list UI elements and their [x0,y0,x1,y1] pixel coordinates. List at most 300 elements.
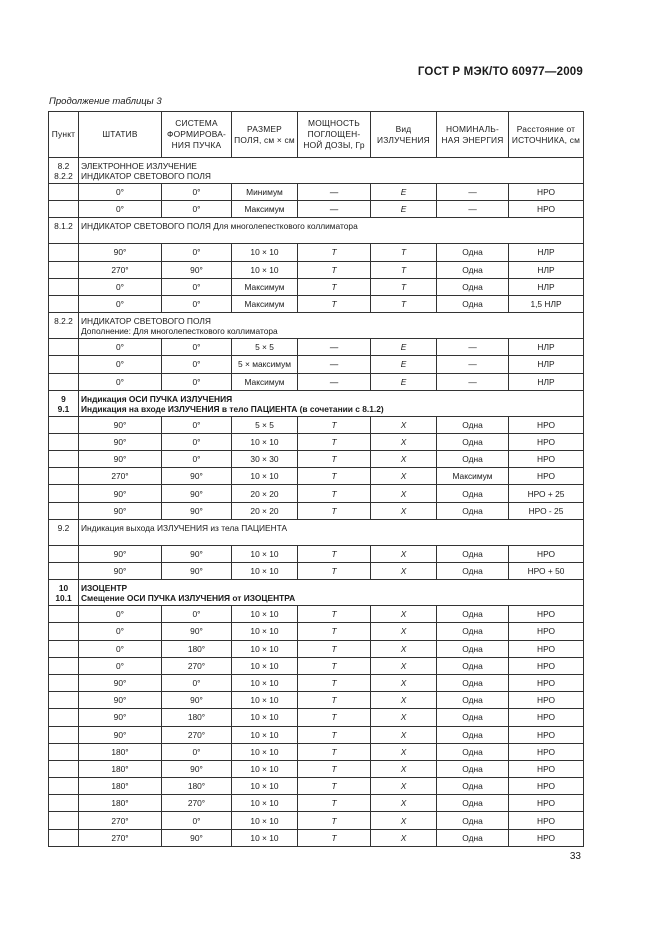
dose-rate-cell: T [298,451,371,468]
gantry-cell: 0° [79,640,162,657]
table-row [49,184,584,201]
dose-rate-cell: T [298,674,371,691]
field-size-cell: Максимум [232,373,298,390]
gantry-cell: 270° [79,468,162,485]
collimator-cell: 90° [162,692,232,709]
distance-cell: НРО [509,184,584,201]
section-title: Индикация выхода ИЗЛУЧЕНИЯ из тела ПАЦИЕНТА [79,519,584,545]
field-size-cell: 10 × 10 [232,563,298,580]
section-row [49,580,584,606]
dose-rate-cell: T [298,760,371,777]
radiation-type-cell: X [371,485,437,502]
item-cell [49,416,79,433]
section-number: 8.2 8.2.2 [49,158,79,184]
field-size-cell: 10 × 10 [232,606,298,623]
column-header: Вид ИЗЛУЧЕНИЯ [371,112,437,158]
table-row [49,433,584,450]
table-header-row [49,112,584,158]
collimator-cell: 90° [162,760,232,777]
dose-rate-cell: T [298,244,371,261]
distance-cell: НРО [509,743,584,760]
collimator-cell: 90° [162,563,232,580]
gantry-cell: 180° [79,795,162,812]
dose-rate-cell: — [298,373,371,390]
gantry-cell: 270° [79,261,162,278]
energy-cell: Одна [437,545,509,562]
table-row [49,416,584,433]
field-size-cell: 5 × 5 [232,416,298,433]
gantry-cell: 180° [79,778,162,795]
radiation-type-cell: X [371,640,437,657]
item-cell [49,468,79,485]
field-size-cell: 5 × максимум [232,356,298,373]
table-row [49,606,584,623]
gantry-cell: 0° [79,295,162,312]
collimator-cell: 0° [162,339,232,356]
gantry-cell: 90° [79,709,162,726]
radiation-type-cell: E [371,339,437,356]
item-cell [49,545,79,562]
energy-cell: — [437,356,509,373]
table-row [49,760,584,777]
item-cell [49,692,79,709]
dose-rate-cell: T [298,795,371,812]
radiation-type-cell: E [371,356,437,373]
item-cell [49,295,79,312]
table-row [49,812,584,829]
field-size-cell: 10 × 10 [232,692,298,709]
radiation-type-cell: X [371,692,437,709]
table-row [49,657,584,674]
item-cell [49,606,79,623]
dose-rate-cell: T [298,295,371,312]
distance-cell: НЛР [509,356,584,373]
energy-cell: Одна [437,640,509,657]
section-row [49,158,584,184]
column-header: НОМИНАЛЬ-НАЯ ЭНЕРГИЯ [437,112,509,158]
collimator-cell: 0° [162,244,232,261]
table-row [49,356,584,373]
radiation-type-cell: X [371,760,437,777]
radiation-type-cell: E [371,373,437,390]
collimator-cell: 0° [162,606,232,623]
dose-rate-cell: T [298,485,371,502]
dose-rate-cell: T [298,829,371,846]
table-row [49,709,584,726]
table-row [49,778,584,795]
radiation-type-cell: X [371,743,437,760]
collimator-cell: 0° [162,743,232,760]
gantry-cell: 270° [79,829,162,846]
field-size-cell: 20 × 20 [232,485,298,502]
collimator-cell: 90° [162,623,232,640]
item-cell [49,778,79,795]
item-cell [49,743,79,760]
distance-cell: НРО [509,657,584,674]
distance-cell: НЛР [509,339,584,356]
table-row [49,795,584,812]
table-row [49,674,584,691]
item-cell [49,261,79,278]
column-header: РАЗМЕР ПОЛЯ, см × см [232,112,298,158]
table-row [49,261,584,278]
energy-cell: Одна [437,244,509,261]
item-cell [49,339,79,356]
item-cell [49,812,79,829]
collimator-cell: 0° [162,674,232,691]
item-cell [49,433,79,450]
table-row [49,829,584,846]
distance-cell: НРО [509,812,584,829]
radiation-type-cell: X [371,451,437,468]
section-number: 8.2.2 [49,313,79,339]
dose-rate-cell: T [298,545,371,562]
dose-rate-cell: — [298,356,371,373]
dose-rate-cell: T [298,563,371,580]
item-cell [49,451,79,468]
column-header: Пункт [49,112,79,158]
table-row [49,485,584,502]
item-cell [49,244,79,261]
field-size-cell: 10 × 10 [232,709,298,726]
page-number: 33 [569,851,581,862]
gantry-cell: 90° [79,545,162,562]
field-size-cell: 10 × 10 [232,261,298,278]
collimator-cell: 90° [162,468,232,485]
gantry-cell: 0° [79,184,162,201]
data-table [48,111,584,847]
gantry-cell: 0° [79,339,162,356]
collimator-cell: 0° [162,278,232,295]
radiation-type-cell: T [371,295,437,312]
item-cell [49,829,79,846]
gantry-cell: 90° [79,692,162,709]
energy-cell: Одна [437,795,509,812]
collimator-cell: 270° [162,726,232,743]
collimator-cell: 0° [162,451,232,468]
radiation-type-cell: X [371,778,437,795]
item-cell [49,201,79,218]
collimator-cell: 90° [162,545,232,562]
radiation-type-cell: X [371,606,437,623]
item-cell [49,709,79,726]
distance-cell: НРО [509,201,584,218]
radiation-type-cell: X [371,433,437,450]
distance-cell: НРО [509,433,584,450]
document-code: ГОСТ Р МЭК/ТО 60977—2009 [417,66,583,78]
dose-rate-cell: T [298,433,371,450]
energy-cell: Одна [437,261,509,278]
gantry-cell: 0° [79,356,162,373]
collimator-cell: 90° [162,829,232,846]
dose-rate-cell: T [298,278,371,295]
distance-cell: НЛР [509,278,584,295]
collimator-cell: 90° [162,485,232,502]
collimator-cell: 0° [162,356,232,373]
section-row [49,390,584,416]
item-cell [49,657,79,674]
energy-cell: Одна [437,829,509,846]
radiation-type-cell: E [371,184,437,201]
collimator-cell: 180° [162,640,232,657]
field-size-cell: 30 × 30 [232,451,298,468]
radiation-type-cell: X [371,795,437,812]
dose-rate-cell: T [298,778,371,795]
section-title: ИНДИКАТОР СВЕТОВОГО ПОЛЯ Для многолепесткового коллиматора [79,218,584,244]
gantry-cell: 90° [79,244,162,261]
radiation-type-cell: X [371,468,437,485]
radiation-type-cell: X [371,812,437,829]
section-row [49,313,584,339]
gantry-cell: 0° [79,201,162,218]
field-size-cell: 10 × 10 [232,468,298,485]
distance-cell: НРО - 25 [509,502,584,519]
energy-cell: Одна [437,674,509,691]
collimator-cell: 270° [162,795,232,812]
field-size-cell: Минимум [232,184,298,201]
collimator-cell: 0° [162,416,232,433]
dose-rate-cell: T [298,743,371,760]
gantry-cell: 90° [79,726,162,743]
distance-cell: НРО [509,795,584,812]
energy-cell: Одна [437,416,509,433]
section-row [49,218,584,244]
collimator-cell: 180° [162,778,232,795]
dose-rate-cell: T [298,261,371,278]
distance-cell: НЛР [509,261,584,278]
gantry-cell: 270° [79,812,162,829]
field-size-cell: 5 × 5 [232,339,298,356]
field-size-cell: 10 × 10 [232,760,298,777]
column-header: Расстояние от ИСТОЧНИКА, см [509,112,584,158]
field-size-cell: Максимум [232,295,298,312]
table-row [49,743,584,760]
distance-cell: 1,5 НЛР [509,295,584,312]
distance-cell: НРО [509,829,584,846]
distance-cell: НРО [509,726,584,743]
field-size-cell: 10 × 10 [232,726,298,743]
field-size-cell: 10 × 10 [232,433,298,450]
energy-cell: Одна [437,433,509,450]
table-row [49,640,584,657]
collimator-cell: 0° [162,184,232,201]
dose-rate-cell: T [298,416,371,433]
field-size-cell: 10 × 10 [232,674,298,691]
radiation-type-cell: X [371,657,437,674]
table-row [49,339,584,356]
distance-cell: НРО [509,416,584,433]
item-cell [49,726,79,743]
energy-cell: — [437,184,509,201]
collimator-cell: 180° [162,709,232,726]
gantry-cell: 0° [79,278,162,295]
field-size-cell: 10 × 10 [232,623,298,640]
item-cell [49,485,79,502]
radiation-type-cell: X [371,623,437,640]
table-row [49,468,584,485]
dose-rate-cell: — [298,339,371,356]
table-row [49,451,584,468]
energy-cell: — [437,339,509,356]
collimator-cell: 0° [162,433,232,450]
dose-rate-cell: — [298,201,371,218]
energy-cell: Одна [437,657,509,674]
radiation-type-cell: E [371,201,437,218]
dose-rate-cell: T [298,623,371,640]
item-cell [49,623,79,640]
field-size-cell: 20 × 20 [232,502,298,519]
radiation-type-cell: X [371,416,437,433]
distance-cell: НРО [509,545,584,562]
table-row [49,545,584,562]
energy-cell: Одна [437,726,509,743]
field-size-cell: 10 × 10 [232,795,298,812]
gantry-cell: 90° [79,485,162,502]
gantry-cell: 90° [79,563,162,580]
energy-cell: Одна [437,295,509,312]
gantry-cell: 180° [79,760,162,777]
radiation-type-cell: X [371,502,437,519]
energy-cell: Одна [437,623,509,640]
item-cell [49,356,79,373]
energy-cell: Одна [437,485,509,502]
collimator-cell: 90° [162,502,232,519]
dose-rate-cell: T [298,640,371,657]
section-title: Индикация ОСИ ПУЧКА ИЗЛУЧЕНИЯ Индикация на входе ИЗЛУЧЕНИЯ в тело ПАЦИЕНТА (в сочетании с 8.1.2) [79,390,584,416]
column-header: СИСТЕМА ФОРМИРОВА-НИЯ ПУЧКА [162,112,232,158]
field-size-cell: 10 × 10 [232,812,298,829]
distance-cell: НЛР [509,244,584,261]
table-row [49,244,584,261]
dose-rate-cell: T [298,606,371,623]
column-header: ШТАТИВ [79,112,162,158]
collimator-cell: 90° [162,261,232,278]
gantry-cell: 0° [79,623,162,640]
section-row [49,519,584,545]
gantry-cell: 90° [79,416,162,433]
gantry-cell: 90° [79,433,162,450]
energy-cell: Одна [437,563,509,580]
dose-rate-cell: T [298,692,371,709]
gantry-cell: 90° [79,451,162,468]
radiation-type-cell: X [371,726,437,743]
section-number: 9 9.1 [49,390,79,416]
dose-rate-cell: T [298,502,371,519]
dose-rate-cell: — [298,184,371,201]
dose-rate-cell: T [298,726,371,743]
field-size-cell: Максимум [232,278,298,295]
field-size-cell: Максимум [232,201,298,218]
item-cell [49,373,79,390]
energy-cell: Одна [437,760,509,777]
distance-cell: НРО [509,674,584,691]
table-row [49,692,584,709]
energy-cell: Одна [437,812,509,829]
item-cell [49,184,79,201]
distance-cell: НРО [509,468,584,485]
distance-cell: НРО [509,692,584,709]
radiation-type-cell: T [371,261,437,278]
distance-cell: НРО [509,709,584,726]
item-cell [49,760,79,777]
item-cell [49,795,79,812]
distance-cell: НРО [509,451,584,468]
dose-rate-cell: T [298,709,371,726]
energy-cell: Одна [437,606,509,623]
gantry-cell: 0° [79,373,162,390]
gantry-cell: 90° [79,674,162,691]
energy-cell: Одна [437,778,509,795]
energy-cell: Одна [437,709,509,726]
field-size-cell: 10 × 10 [232,778,298,795]
energy-cell: Одна [437,502,509,519]
energy-cell: Одна [437,743,509,760]
distance-cell: НРО [509,640,584,657]
table-row [49,623,584,640]
radiation-type-cell: T [371,244,437,261]
energy-cell: Одна [437,451,509,468]
energy-cell: Максимум [437,468,509,485]
radiation-type-cell: X [371,563,437,580]
energy-cell: Одна [437,278,509,295]
field-size-cell: 10 × 10 [232,657,298,674]
field-size-cell: 10 × 10 [232,829,298,846]
dose-rate-cell: T [298,657,371,674]
section-title: ИЗОЦЕНТР Смещение ОСИ ПУЧКА ИЗЛУЧЕНИЯ от ИЗОЦЕНТРА [79,580,584,606]
table-continuation-caption: Продолжение таблицы 3 [49,96,162,107]
table-row [49,295,584,312]
collimator-cell: 0° [162,812,232,829]
table-row [49,278,584,295]
distance-cell: НРО [509,606,584,623]
collimator-cell: 0° [162,373,232,390]
dose-rate-cell: T [298,468,371,485]
collimator-cell: 0° [162,201,232,218]
table-row [49,726,584,743]
item-cell [49,278,79,295]
column-header: МОЩНОСТЬ ПОГЛОЩЕН-НОЙ ДОЗЫ, Гр [298,112,371,158]
gantry-cell: 0° [79,606,162,623]
field-size-cell: 10 × 10 [232,743,298,760]
energy-cell: — [437,373,509,390]
distance-cell: НРО + 25 [509,485,584,502]
radiation-type-cell: X [371,829,437,846]
gantry-cell: 90° [79,502,162,519]
distance-cell: НРО [509,760,584,777]
table-row [49,502,584,519]
collimator-cell: 0° [162,295,232,312]
collimator-cell: 270° [162,657,232,674]
table-body [49,158,584,847]
energy-cell: Одна [437,692,509,709]
table-row [49,201,584,218]
radiation-type-cell: X [371,709,437,726]
item-cell [49,674,79,691]
field-size-cell: 10 × 10 [232,244,298,261]
section-title: ЭЛЕКТРОННОЕ ИЗЛУЧЕНИЕ ИНДИКАТОР СВЕТОВОГО ПОЛЯ [79,158,584,184]
item-cell [49,563,79,580]
distance-cell: НРО [509,778,584,795]
distance-cell: НРО + 50 [509,563,584,580]
section-number: 9.2 [49,519,79,545]
item-cell [49,640,79,657]
radiation-type-cell: T [371,278,437,295]
radiation-type-cell: X [371,674,437,691]
table-row [49,373,584,390]
field-size-cell: 10 × 10 [232,545,298,562]
field-size-cell: 10 × 10 [232,640,298,657]
gantry-cell: 180° [79,743,162,760]
